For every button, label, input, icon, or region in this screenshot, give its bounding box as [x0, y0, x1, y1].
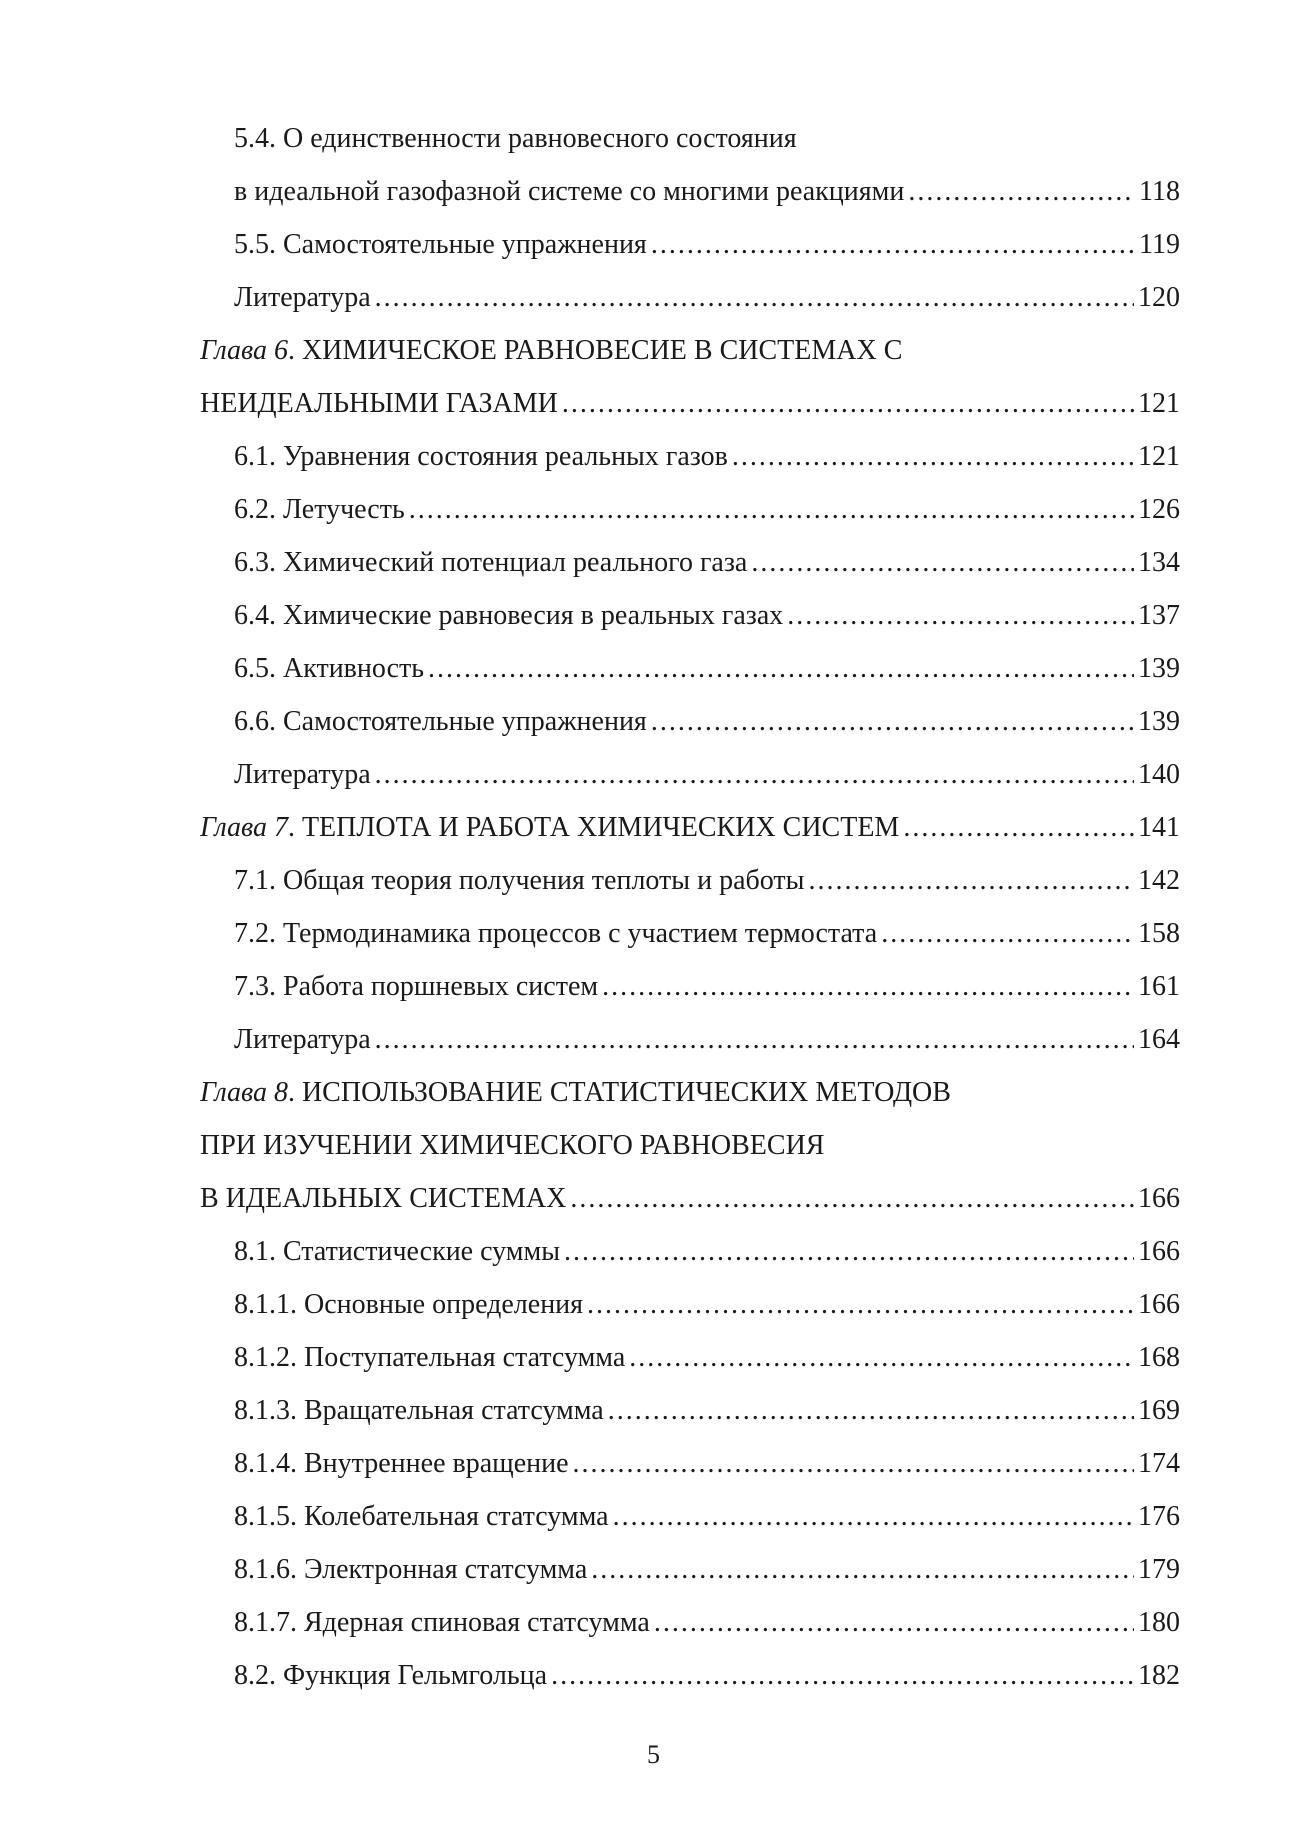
toc-entry-title: [234, 960, 598, 1013]
toc-entry[interactable]: [200, 430, 1180, 483]
toc-entry[interactable]: [200, 1225, 1180, 1278]
toc-entry-title: [234, 1225, 560, 1278]
toc-entry-title: [200, 324, 902, 377]
dot-leader: [732, 430, 1134, 483]
dot-leader: [608, 1384, 1134, 1437]
toc-entry-text: 8.1. Статистические суммы: [234, 1236, 561, 1267]
toc-entry-text: 7.3. Работа поршневых систем: [234, 971, 599, 1002]
toc-entry[interactable]: [200, 695, 1180, 748]
toc-entry-text: Литература: [234, 282, 371, 313]
toc-page-number: 166: [1138, 1236, 1180, 1267]
toc-entry[interactable]: [200, 1596, 1180, 1649]
toc-page-number: 139: [1138, 653, 1180, 684]
toc-entry[interactable]: [200, 324, 1180, 377]
toc-entry[interactable]: [200, 1066, 1180, 1119]
toc-entry[interactable]: [200, 589, 1180, 642]
toc-entry[interactable]: [200, 907, 1180, 960]
toc-page-number: 166: [1138, 1289, 1180, 1320]
dot-leader: [409, 483, 1134, 536]
dot-leader: [751, 536, 1134, 589]
toc-page-number: 176: [1138, 1501, 1180, 1532]
toc-entry[interactable]: [200, 218, 1180, 271]
dot-leader: [787, 589, 1134, 642]
dot-leader: [428, 642, 1134, 695]
chapter-label: Глава 7: [200, 812, 288, 843]
toc-entry-title: [234, 589, 783, 642]
toc-entry-title: [234, 1437, 569, 1490]
chapter-label: Глава 6: [200, 335, 288, 366]
toc-entry[interactable]: [200, 377, 1180, 430]
toc-entry-text: В ИДЕАЛЬНЫХ СИСТЕМАХ: [200, 1183, 567, 1214]
toc-page-number: 164: [1138, 1024, 1180, 1055]
dot-leader: [613, 1490, 1134, 1543]
toc-entry-title: [234, 1013, 371, 1066]
toc-entry-text: 5.4. О единственности равновесного состояния: [234, 123, 797, 154]
toc-entry[interactable]: [200, 536, 1180, 589]
toc-entry-text: . ТЕПЛОТА И РАБОТА ХИМИЧЕСКИХ СИСТЕМ: [287, 812, 900, 843]
toc-entry-text: 6.2. Летучесть: [234, 494, 405, 525]
toc-entry-title: [234, 271, 371, 324]
toc-entry-text: в идеальной газофазной системе со многими реакциями: [234, 176, 905, 207]
toc-entry[interactable]: [200, 112, 1180, 165]
toc-entry-title: [234, 112, 797, 165]
toc-entry-title: [234, 695, 647, 748]
dot-leader: [654, 1596, 1134, 1649]
dot-leader: [562, 377, 1134, 430]
toc-entry-title: [234, 642, 424, 695]
dot-leader: [908, 165, 1135, 218]
toc-entry-title: [234, 748, 371, 801]
toc-page-number: 137: [1138, 600, 1180, 631]
toc-entry-title: [200, 801, 899, 854]
toc-entry[interactable]: [200, 1384, 1180, 1437]
toc-entry-text: . ХИМИЧЕСКОЕ РАВНОВЕСИЕ В СИСТЕМАХ С: [287, 335, 903, 366]
toc-entry[interactable]: [200, 1172, 1180, 1225]
toc-page-number: 121: [1138, 441, 1180, 472]
toc-page-number: 126: [1138, 494, 1180, 525]
toc-entry-title: [200, 1066, 951, 1119]
toc-page-number: 119: [1139, 229, 1180, 260]
toc-entry[interactable]: [200, 165, 1180, 218]
toc-entry-title: [234, 1331, 625, 1384]
toc-entry-title: [234, 1596, 650, 1649]
dot-leader: [651, 218, 1135, 271]
page-number: 5: [647, 1740, 660, 1769]
dot-leader: [903, 801, 1134, 854]
toc-entry-text: Литература: [234, 759, 371, 790]
toc-entry-title: [234, 536, 747, 589]
chapter-label: Глава 8: [200, 1077, 288, 1108]
toc-page-number: 179: [1138, 1554, 1180, 1585]
toc-page-number: 158: [1138, 918, 1180, 949]
toc-entry[interactable]: [200, 1490, 1180, 1543]
toc-entry-title: [234, 430, 728, 483]
dot-leader: [651, 695, 1134, 748]
toc-entry-text: НЕИДЕАЛЬНЫМИ ГАЗАМИ: [200, 388, 558, 419]
toc-page-number: 166: [1138, 1183, 1180, 1214]
toc-page-number: 121: [1138, 388, 1180, 419]
toc-page-number: 168: [1138, 1342, 1180, 1373]
toc-entry-title: [234, 1490, 609, 1543]
toc-entry-title: [234, 165, 904, 218]
toc-entry-text: ПРИ ИЗУЧЕНИИ ХИМИЧЕСКОГО РАВНОВЕСИЯ: [200, 1130, 825, 1161]
dot-leader: [570, 1172, 1134, 1225]
toc-entry-title: [234, 1278, 583, 1331]
toc-entry-title: [234, 854, 804, 907]
toc-page-number: 140: [1138, 759, 1180, 790]
toc-page-number: 169: [1138, 1395, 1180, 1426]
toc-entry[interactable]: [200, 960, 1180, 1013]
toc-entry-title: [234, 1384, 604, 1437]
toc-entry-text: 8.1.2. Поступательная статсумма: [234, 1342, 626, 1373]
toc-page-number: 174: [1138, 1448, 1180, 1479]
toc-page-number: 134: [1138, 547, 1180, 578]
dot-leader: [375, 748, 1134, 801]
table-of-contents: [200, 112, 1180, 1702]
toc-entry-text: 8.1.4. Внутреннее вращение: [234, 1448, 569, 1479]
toc-page-number: 182: [1138, 1660, 1180, 1691]
dot-leader: [808, 854, 1134, 907]
dot-leader: [573, 1437, 1134, 1490]
toc-entry-text: 6.6. Самостоятельные упражнения: [234, 706, 647, 737]
toc-entry[interactable]: [200, 483, 1180, 536]
toc-entry-text: 8.2. Функция Гельмгольца: [234, 1660, 548, 1691]
toc-entry[interactable]: [200, 1331, 1180, 1384]
toc-page-number: 139: [1138, 706, 1180, 737]
toc-page-number: 118: [1139, 176, 1180, 207]
toc-page-number: 120: [1138, 282, 1180, 313]
toc-entry[interactable]: [200, 1119, 1180, 1172]
toc-entry[interactable]: [200, 1278, 1180, 1331]
toc-entry[interactable]: [200, 271, 1180, 324]
toc-entry[interactable]: [200, 854, 1180, 907]
dot-leader: [591, 1543, 1134, 1596]
toc-page-number: 180: [1138, 1607, 1180, 1638]
dot-leader: [587, 1278, 1134, 1331]
toc-entry-text: 7.2. Термодинамика процессов с участием термостата: [234, 918, 878, 949]
toc-entry-text: 5.5. Самостоятельные упражнения: [234, 229, 647, 260]
toc-entry-title: [200, 1172, 566, 1225]
toc-entry-text: 6.3. Химический потенциал реального газа: [234, 547, 748, 578]
toc-entry[interactable]: [200, 801, 1180, 854]
toc-entry-title: [234, 907, 877, 960]
toc-entry-text: 8.1.3. Вращательная статсумма: [234, 1395, 604, 1426]
toc-entry[interactable]: [200, 1013, 1180, 1066]
dot-leader: [881, 907, 1134, 960]
toc-entry[interactable]: [200, 642, 1180, 695]
toc-entry-text: 6.4. Химические равновесия в реальных газах: [234, 600, 784, 631]
toc-entry[interactable]: [200, 1437, 1180, 1490]
toc-page-number: 142: [1138, 865, 1180, 896]
toc-entry-title: [200, 1119, 824, 1172]
toc-entry-text: . ИСПОЛЬЗОВАНИЕ СТАТИСТИЧЕСКИХ МЕТОДОВ: [287, 1077, 951, 1108]
toc-entry-text: 8.1.7. Ядерная спиновая статсумма: [234, 1607, 650, 1638]
toc-entry-text: 8.1.1. Основные определения: [234, 1289, 584, 1320]
toc-entry-title: [234, 1543, 587, 1596]
toc-entry-text: 8.1.6. Электронная статсумма: [234, 1554, 588, 1585]
toc-entry-text: 6.1. Уравнения состояния реальных газов: [234, 441, 728, 472]
toc-entry-text: Литература: [234, 1024, 371, 1055]
toc-entry[interactable]: [200, 748, 1180, 801]
toc-entry[interactable]: [200, 1649, 1180, 1702]
toc-entry-text: 7.1. Общая теория получения теплоты и работы: [234, 865, 805, 896]
toc-entry-title: [200, 377, 558, 430]
dot-leader: [602, 960, 1134, 1013]
toc-entry-title: [234, 1649, 547, 1702]
toc-page-number: 161: [1138, 971, 1180, 1002]
toc-page-number: 141: [1138, 812, 1180, 843]
dot-leader: [629, 1331, 1134, 1384]
toc-entry[interactable]: [200, 1543, 1180, 1596]
toc-entry-title: [234, 483, 405, 536]
toc-entry-title: [234, 218, 647, 271]
dot-leader: [375, 271, 1134, 324]
toc-entry-text: 8.1.5. Колебательная статсумма: [234, 1501, 609, 1532]
dot-leader: [551, 1649, 1134, 1702]
dot-leader: [564, 1225, 1134, 1278]
dot-leader: [375, 1013, 1134, 1066]
toc-entry-text: 6.5. Активность: [234, 653, 425, 684]
